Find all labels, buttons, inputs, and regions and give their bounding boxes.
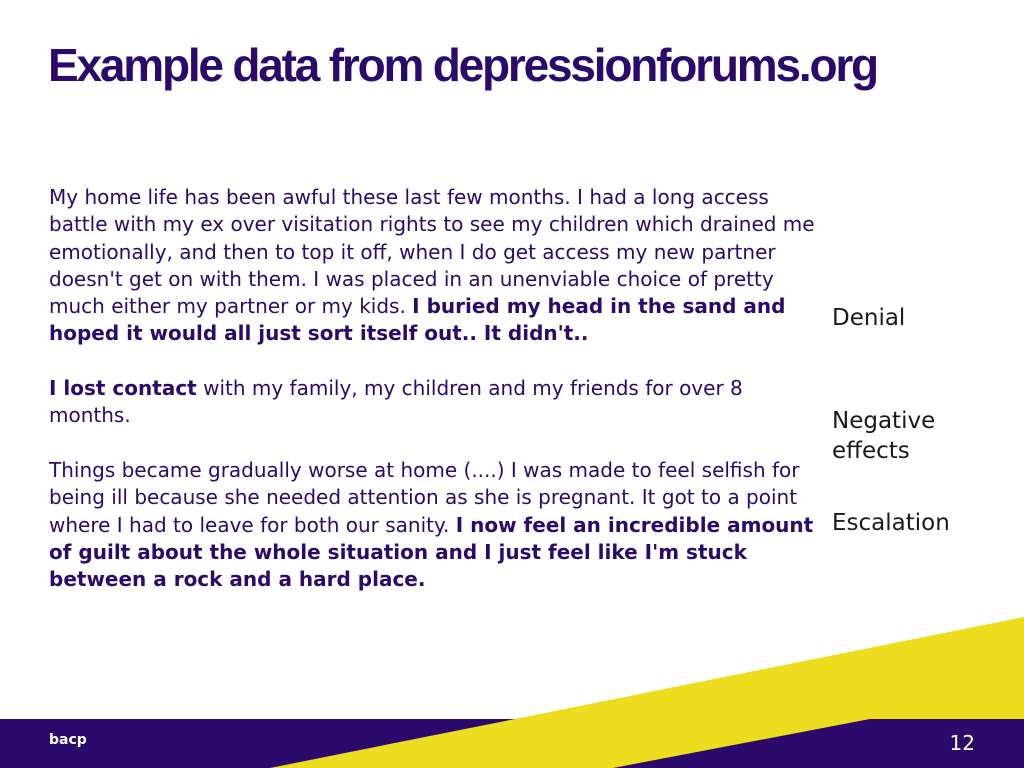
slide-title: Example data from depressionforums.org <box>48 39 877 91</box>
label-escalation: Escalation <box>832 510 950 536</box>
quote-emphasis: I buried my head in the sand and hoped it would all just sort itself out.. It didn't.. <box>49 294 786 346</box>
label-negative-effects: Negative effects <box>832 408 936 464</box>
label-denial: Denial <box>832 305 906 331</box>
quote-text: My home life has been awful these last few months. I had a long access battle with my ex over visitation rights to see my children which drained me emotionally, and then to top it off, when I do get access my new partner doesn't get on with them. I was placed in an unenviable choice of pretty much either my partner or my kids. <box>49 185 815 319</box>
quote-emphasis: I lost contact <box>49 376 197 401</box>
bacp-logo: bacp <box>49 732 87 748</box>
quote-emphasis: I now feel an incredible amount of guilt about the whole situation and I just feel like I'm stuck between a rock and a hard place. <box>49 512 814 592</box>
quote-text: Things became gradually worse at home (....) I was made to feel selfish for being ill because she needed attention as she is pregnant. It got to a point where I had to leave for both our sanity. <box>49 457 800 537</box>
quote-text: with my family, my children and my friends for over 8 months. <box>49 376 743 428</box>
page-number: 12 <box>949 731 975 755</box>
